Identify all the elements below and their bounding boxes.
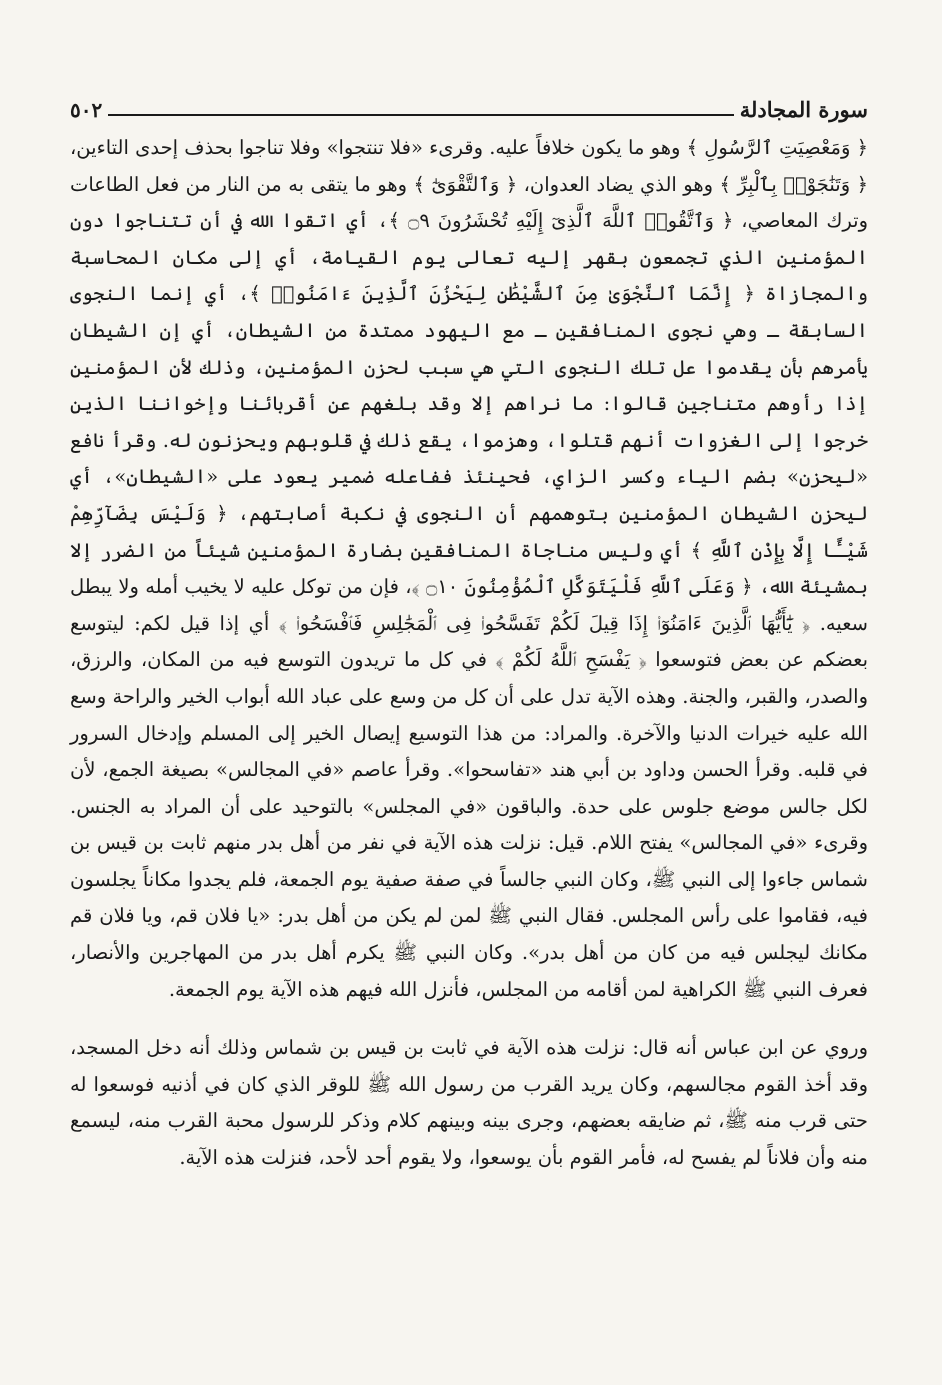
page-header bbox=[70, 88, 868, 122]
commentary-paragraph-2: وروي عن ابن عباس أنه قال: نزلت هذه الآية في ثابت بن قيس بن شماس وذلك أنه دخل المسجد، وقد أخذ القوم مجالسهم، وكان يريد القرب من رسول الله ﷺ للوقر الذي كان في أذنيه فوسعوا له حتى قرب منه ﷺ، ثم ضايقه بعضهم، وجرى بينه وبينهم كلام وذكر للرسول محبة القرب منه، ليسمع منه وأن فلاناً لم يفسح له، فأمر القوم بأن يوسعوا، ولا يقوم أحد لأحد، فنزلت هذه الآية. bbox=[70, 1036, 868, 1170]
surah-title: سورة المجادلة bbox=[739, 97, 868, 122]
page-number: ٥٠٢ bbox=[70, 98, 103, 122]
commentary-paragraph-1: ﴿ وَمَعْصِيَتِ ٱلرَّسُولِ ﴾ وهو ما يكون خلافاً عليه. وقرىء «فلا تنتجوا» وفلا تناجوا بحذف إحدى التاءين، ﴿ وَتَنَٰجَوْا۟ بِٱلْبِرِّ ﴾ وهو الذي يضاد العدوان، ﴿ وَٱلتَّقْوَىٰٓ ﴾ وهو ما يتقى به من النار من فعل الطاعات وترك المعاصي، ﴿ وَٱتَّقُوا۟ ٱللَّهَ ٱلَّذِىٓ إِلَيْهِ تُحْشَرُونَ ۝٩ ﴾، أي اتقوا الله في أن تتناجوا دون المؤمنين الذي تجمعون بقهر إليه تعالى يوم القيامة، أي إلى مكان المحاسبة والمجازاة ﴿ إِنَّمَا ٱلنَّجْوَىٰ مِنَ ٱلشَّيْطَٰنِ لِيَحْزُنَ ٱلَّذِينَ ءَامَنُوا۟ ﴾، أي إنما النجوى السابقة ـ وهي نجوى المنافقين ـ مع اليهود ممتدة من الشيطان، أي إن الشيطان يأمرهم بأن يقدموا عل تلك النجوى التي هي سبب لحزن المؤمنين، وذلك لأن المؤمنين إذا رأوهم متناجين قالوا: ما نراهم إلا وقد بلغهم عن أقربائنا وإخواننا الذين خرجوا إلى الغزوات أنهم قتلوا، وهزموا، يقع ذلك في قلوبهم ويحزنون له. وقرأ نافع «ليحزن» بضم الياء وكسر الزاي، فحينئذ ففاعله ضمير يعود على «الشيطان»، أي ليحزن الشيطان المؤمنين بتوهمهم أن النجوى في نكبة أصابتهم، ﴿ وَلَيْسَ بِضَآرِّهِمْ شَيْـًٔا إِلَّا بِإِذْنِ ٱللَّهِ ﴾ أي وليس مناجاة المنافقين بضارة المؤمنين شيئاً من الضرر إلا بمشيئة الله، ﴿ وَعَلَى ٱللَّهِ فَلْيَتَوَكَّلِ ٱلْمُؤْمِنُونَ ۝١٠ ﴾، فإن من توكل عليه لا يخيب أمله ولا يبطل سعيه. ﴿ يَٰٓأَيُّهَا ٱلَّذِينَ ءَامَنُوٓا۟ إِذَا قِيلَ لَكُمْ تَفَسَّحُوا۟ فِى ٱلْمَجَٰلِسِ فَٱفْسَحُوا۟ ﴾ أي إذا قيل لكم: ليتوسع بعضكم عن بعض فتوسعوا ﴿ يَفْسَحِ ٱللَّهُ لَكُمْ ﴾ في كل ما تريدون التوسع فيه من المكان، والرزق، والصدر، والقبر، والجنة. وهذه الآية تدل على أن كل من وسع على عباد الله أبواب الخير والراحة وسع الله عليه خيرات الدنيا والآخرة. والمراد: من هذا التوسيع إيصال الخير إلى المسلم وإدخال السرور في قلبه. وقرأ الحسن وداود بن أبي هند «تفاسحوا». وقرأ عاصم «في المجالس» بصيغة الجمع، لأن لكل جالس موضع جلوس على حدة. والباقون «في المجلس» بالتوحيد على أن المراد به الجنس. وقرىء «في المجالس» يفتح اللام. قيل: نزلت هذه الآية في نفر من أهل بدر منهم ثابت بن قيس بن شماس جاءوا إلى النبي ﷺ، وكان النبي جالساً في صفة صفية يوم الجمعة، فلم يجدوا مكاناً يجلسون فيه، فقاموا على رأس المجلس. فقال النبي ﷺ لمن لم يكن من أهل بدر: «يا فلان قم، ويا فلان قم مكانك ليجلس فيه من كان من أهل بدر». وكان النبي ﷺ يكرم أهل بدر من المهاجرين والأنصار، فعرف النبي ﷺ الكراهية لمن أقامه من المجلس، فأنزل الله فيهم هذه الآية يوم الجمعة. bbox=[70, 136, 869, 1001]
header-rule bbox=[108, 114, 734, 116]
